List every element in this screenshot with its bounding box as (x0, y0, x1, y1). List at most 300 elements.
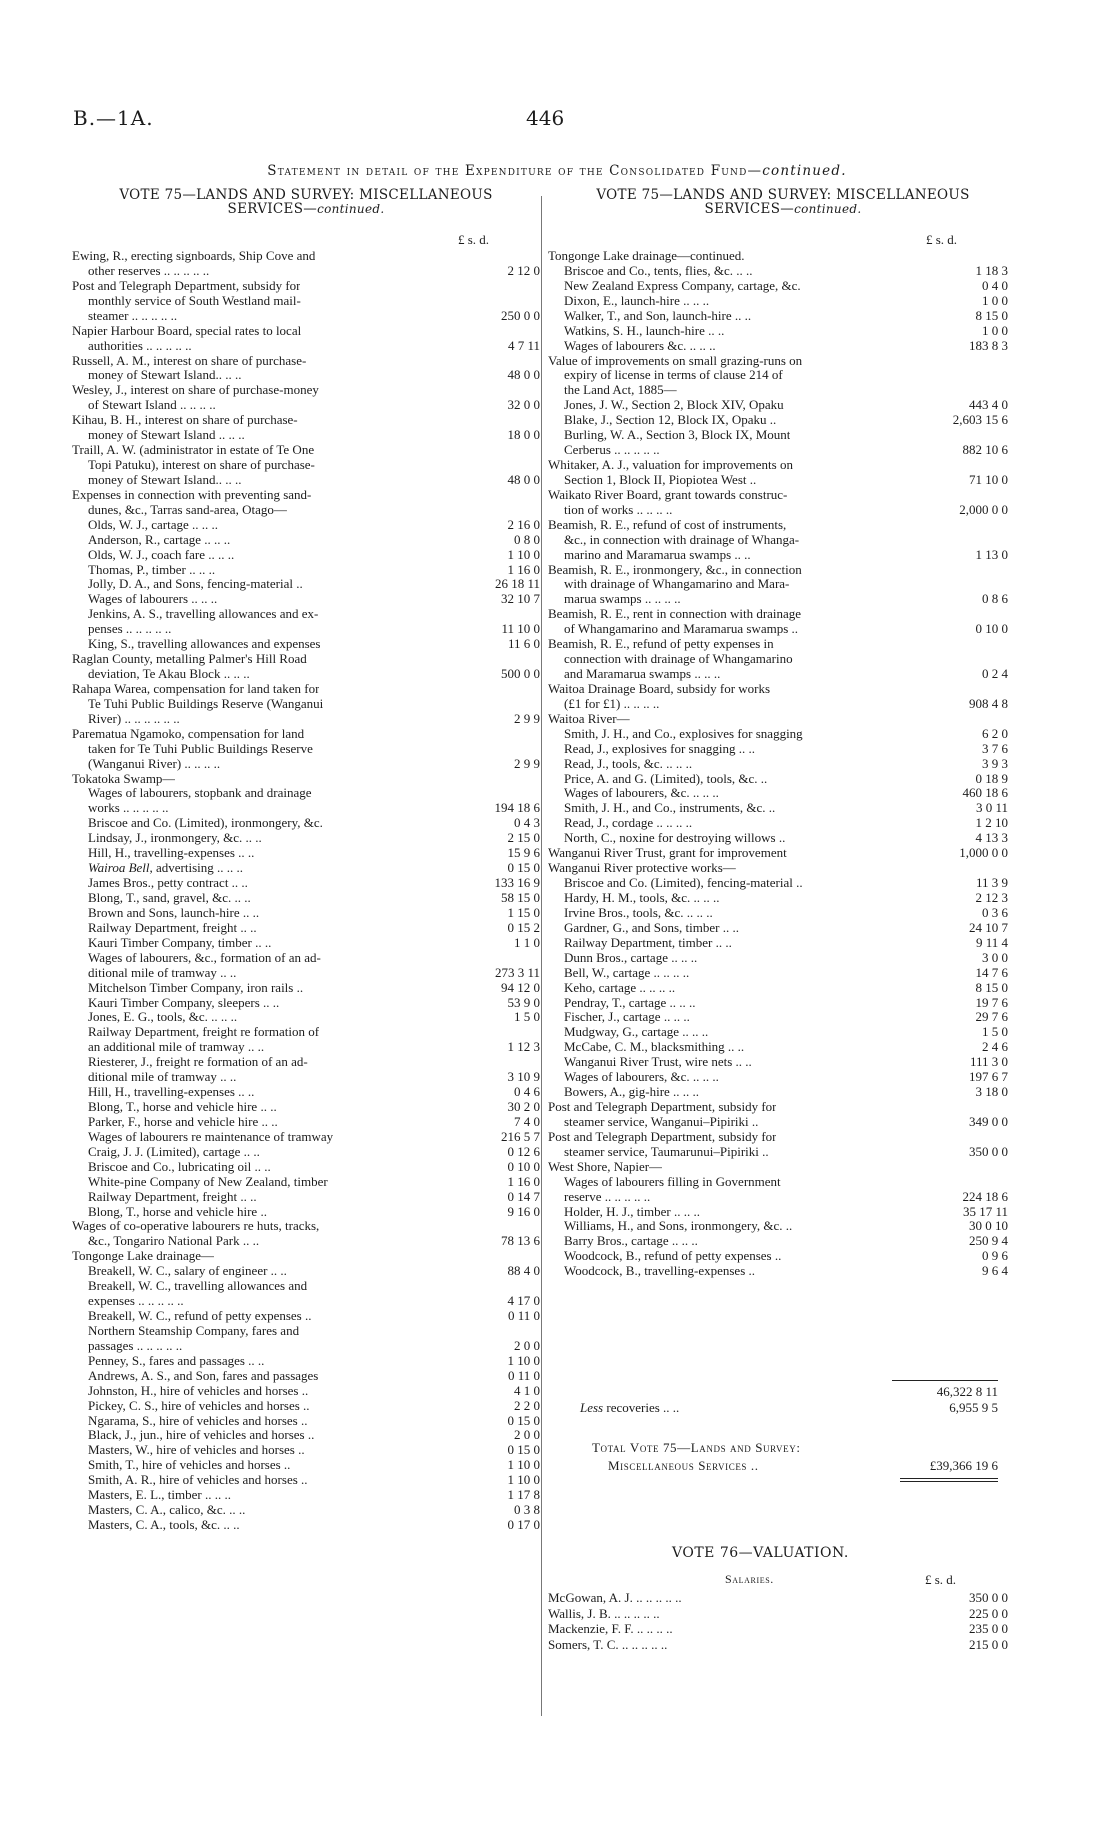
less-label: Less (580, 1400, 604, 1415)
entry-amount: 8 15 0 (975, 307, 1008, 323)
left-entry-row (72, 965, 540, 981)
right-entry-row (548, 1159, 1008, 1175)
entry-description (88, 860, 243, 876)
entry-amount: 0 4 3 (514, 815, 540, 831)
right-entry-row (548, 1069, 1008, 1085)
entry-description: Wages of labourers filling in Government (564, 1173, 781, 1189)
entry-amount: 3 9 3 (982, 755, 1008, 771)
right-entry-row (548, 651, 1008, 667)
left-entry-row (72, 950, 540, 966)
entry-italic-title: Wairoa Bell, (88, 860, 153, 876)
entry-description: McCabe, C. M., blacksmithing .. .. (564, 1039, 745, 1055)
entry-description: Hardy, H. M., tools, &c. .. .. .. (564, 889, 720, 905)
entry-description: marua swamps .. .. .. .. (564, 591, 681, 607)
right-entry-row (548, 785, 1008, 801)
entry-amount: 88 4 0 (507, 1263, 540, 1279)
total-vote-amount: £39,366 19 6 (929, 1458, 998, 1473)
entry-amount: 0 4 6 (514, 1084, 540, 1100)
subtotal-rule (892, 1380, 998, 1381)
right-entry-row (548, 1099, 1008, 1115)
right-entry-row (548, 741, 1008, 757)
entry-amount: 500 0 0 (501, 666, 540, 682)
entry-amount: 1 0 0 (982, 322, 1008, 338)
entry-amount: 0 15 0 (507, 860, 540, 876)
vote76-currency-header: £ s. d. (925, 1572, 957, 1587)
entry-description: &c., Tongariro National Park .. .. (88, 1233, 260, 1249)
vote76-row (548, 1621, 1008, 1637)
left-entry-row (72, 666, 540, 682)
entry-amount: 4 1 0 (514, 1382, 540, 1398)
entry-amount: 32 10 7 (501, 591, 540, 607)
entry-amount: 183 8 3 (969, 337, 1008, 353)
right-entry-row (548, 323, 1008, 339)
right-heading-line2: SERVICES— (704, 201, 795, 217)
entry-amount: 0 9 6 (982, 1248, 1008, 1264)
left-entry-row (72, 785, 540, 801)
entry-description: an additional mile of tramway .. .. (88, 1039, 265, 1055)
left-entry-row (72, 1383, 540, 1399)
right-heading-line1: VOTE 75—LANDS AND SURVEY: MISCELLANEOUS (596, 187, 970, 203)
right-entry-row (548, 935, 1008, 951)
entry-description: Price, A. and G. (Limited), tools, &c. .. (564, 770, 768, 786)
entry-description: (£1 for £1) .. .. .. .. (564, 695, 660, 711)
entry-amount: 14 7 6 (975, 964, 1008, 980)
entry-description: River) .. .. .. .. .. .. (88, 710, 180, 726)
left-entry-row (72, 353, 540, 369)
entry-amount: 4 17 0 (507, 1293, 540, 1309)
right-entry-row (548, 487, 1008, 503)
entry-amount: 3 7 6 (982, 740, 1008, 756)
entry-amount: 2,603 15 6 (952, 412, 1008, 428)
entry-amount: 2 16 0 (507, 516, 540, 532)
left-entry-row (72, 1413, 540, 1429)
left-entry-row (72, 547, 540, 563)
entry-description: Waitoa Drainage Board, subsidy for works (548, 680, 771, 696)
left-entry-row (72, 890, 540, 906)
right-entry-row (548, 756, 1008, 772)
entry-amount: 0 17 0 (507, 1517, 540, 1533)
right-entry-row (548, 562, 1008, 578)
entry-description: Value of improvements on small grazing-runs on (548, 352, 803, 368)
left-entry-row (72, 845, 540, 861)
entry-description: Read, J., explosives for snagging .. .. (564, 740, 756, 756)
entry-description: West Shore, Napier— (548, 1158, 663, 1174)
entry-description: monthly service of South Westland mail- (88, 292, 301, 308)
entry-amount: 0 2 4 (982, 666, 1008, 682)
entry-description: Mudgway, G., cartage .. .. .. (564, 1024, 709, 1040)
entry-description: Fischer, J., cartage .. .. .. (564, 1009, 690, 1025)
entry-amount: 1 12 3 (507, 1039, 540, 1055)
left-entry-row (72, 457, 540, 473)
entry-description: Beamish, R. E., refund of petty expenses in (548, 636, 774, 652)
entry-amount: 1 16 0 (507, 561, 540, 577)
right-entry-row (548, 367, 1008, 383)
entry-amount: 35 17 11 (962, 1203, 1008, 1219)
left-entry-row (72, 696, 540, 712)
entry-amount: 1 10 0 (507, 1472, 540, 1488)
left-entry-row (72, 1248, 540, 1264)
right-entry-row (548, 263, 1008, 279)
right-entry-row (548, 591, 1008, 607)
left-entry-row (72, 1114, 540, 1130)
entry-amount: 3 0 11 (975, 800, 1008, 816)
entry-amount: 1,000 0 0 (959, 845, 1008, 861)
right-entry-row (548, 800, 1008, 816)
entry-description: Cerberus .. .. .. .. .. (564, 442, 660, 458)
entry-amount: 11 10 0 (501, 621, 540, 637)
left-heading-line2: SERVICES— (227, 201, 318, 217)
left-entry-row (72, 711, 540, 727)
entry-description: Thomas, P., timber .. .. .. (88, 561, 216, 577)
entry-description: of Stewart Island .. .. .. .. (88, 397, 216, 413)
right-entry-row (548, 1084, 1008, 1100)
entry-description: Wesley, J., interest on share of purchase-money (72, 382, 319, 398)
total-vote-label-2: Miscellaneous Services .. (608, 1458, 759, 1473)
right-entry-row (548, 382, 1008, 398)
right-entry-row (548, 875, 1008, 891)
right-entry-row (548, 621, 1008, 637)
entry-amount: 1 0 0 (982, 292, 1008, 308)
entry-description: Wages of co-operative labourers re huts, tracks, (72, 1218, 320, 1234)
entry-amount: 1 13 0 (975, 546, 1008, 562)
entry-description: Beamish, R. E., refund of cost of instruments, (548, 516, 787, 532)
entry-amount: 15 9 6 (507, 845, 540, 861)
entry-amount: 1 5 0 (982, 1024, 1008, 1040)
left-entry-row (72, 472, 540, 488)
right-entry-row (548, 442, 1008, 458)
entry-description: connection with drainage of Whangamarino (564, 651, 793, 667)
right-entry-row (548, 397, 1008, 413)
entry-description: Wages of labourers, &c. .. .. .. (564, 785, 719, 801)
entry-description: Breakell, W. C., refund of petty expenses .. (88, 1308, 312, 1324)
entry-description: Williams, H., and Sons, ironmongery, &c. .. (564, 1218, 793, 1234)
right-entry-row (548, 472, 1008, 488)
entry-amount: 2,000 0 0 (959, 501, 1008, 517)
entry-description: Gardner, G., and Sons, timber .. .. (564, 919, 739, 935)
left-entry-row (72, 323, 540, 339)
entry-amount: 0 10 0 (507, 1158, 540, 1174)
entry-amount: 4 7 11 (507, 337, 540, 353)
entry-description: Masters, W., hire of vehicles and horses .. (88, 1442, 305, 1458)
entry-description: McGowan, A. J. .. .. .. .. .. (548, 1590, 682, 1605)
total-rule-2 (900, 1481, 998, 1482)
entry-description: Section 1, Block II, Piopiotea West .. (564, 471, 757, 487)
entry-description: Tokatoka Swamp— (72, 770, 176, 786)
left-entry-row (72, 308, 540, 324)
entry-description: North, C., noxine for destroying willows .. (564, 830, 786, 846)
entry-description: Breakell, W. C., travelling allowances and (88, 1278, 308, 1294)
left-entry-row (72, 278, 540, 294)
entry-description: Read, J., cordage .. .. .. .. (564, 815, 693, 831)
entry-description: Jenkins, A. S., travelling allowances and ex- (88, 606, 319, 622)
entry-description: White-pine Company of New Zealand, timber (88, 1173, 328, 1189)
entry-description: Wanganui River protective works— (548, 860, 736, 876)
entry-description: Barry Bros., cartage .. .. .. (564, 1233, 698, 1249)
left-entry-row (72, 382, 540, 398)
left-entry-row (72, 1457, 540, 1473)
left-entry-row (72, 1308, 540, 1324)
entry-amount: 3 18 0 (975, 1084, 1008, 1100)
entry-amount: 3 10 9 (507, 1069, 540, 1085)
entry-description: New Zealand Express Company, cartage, &c. (564, 277, 801, 293)
left-entry-row (72, 442, 540, 458)
entry-description: Watkins, S. H., launch-hire .. .. (564, 322, 725, 338)
left-entry-row (72, 756, 540, 772)
entry-description: Smith, J. H., and Co., instruments, &c. .. (564, 800, 776, 816)
entry-description: Johnston, H., hire of vehicles and horses .. (88, 1382, 309, 1398)
left-entry-row (72, 1024, 540, 1040)
entry-description: deviation, Te Akau Block .. .. .. (88, 666, 250, 682)
entry-description: Expenses in connection with preventing sand- (72, 486, 312, 502)
entry-description: Masters, E. L., timber .. .. .. (88, 1487, 231, 1503)
entry-description: Beamish, R. E., ironmongery, &c., in connection (548, 561, 802, 577)
right-entry-row (548, 995, 1008, 1011)
right-entry-row (548, 1129, 1008, 1145)
left-entry-row (72, 1039, 540, 1055)
entry-description: Black, J., jun., hire of vehicles and horses .. (88, 1427, 315, 1443)
entry-description: reserve .. .. .. .. .. (564, 1188, 651, 1204)
entry-description: Parematua Ngamoko, compensation for land (72, 725, 305, 741)
entry-amount: 225 0 0 (969, 1605, 1008, 1621)
entry-amount: 224 18 6 (962, 1188, 1008, 1204)
entry-description: Burling, W. A., Section 3, Block IX, Mount (564, 427, 791, 443)
entry-amount: 11 3 9 (975, 875, 1008, 891)
entry-amount: 882 10 6 (962, 442, 1008, 458)
entry-description: Bowers, A., gig-hire .. .. .. (564, 1084, 700, 1100)
entry-description: Somers, T. C. .. .. .. .. .. (548, 1636, 668, 1652)
right-entry-row (548, 965, 1008, 981)
entry-description: Wages of labourers, &c. .. .. .. (564, 1069, 719, 1085)
salaries-label: Salaries. (725, 1572, 774, 1586)
left-entry-row (72, 905, 540, 921)
right-entry-row (548, 860, 1008, 876)
right-entry-row (548, 890, 1008, 906)
left-entry-row (72, 1442, 540, 1458)
right-entry-row (548, 681, 1008, 697)
entry-description: Post and Telegraph Department, subsidy for (72, 277, 301, 293)
left-entry-row (72, 875, 540, 891)
right-entry-row (548, 905, 1008, 921)
right-entry-row (548, 726, 1008, 742)
right-heading-italic: continued. (794, 202, 862, 216)
entry-description: Kauri Timber Company, sleepers .. .. (88, 994, 280, 1010)
left-entry-row (72, 338, 540, 354)
left-entry-row (72, 1278, 540, 1294)
entry-description: tion of works .. .. .. .. (564, 501, 673, 517)
less-recoveries-amount: 6,955 9 5 (949, 1400, 998, 1415)
entry-amount: 273 3 11 (494, 964, 540, 980)
entry-amount: 0 8 6 (982, 591, 1008, 607)
entry-description: Ewing, R., erecting signboards, Ship Cove and (72, 248, 316, 263)
left-entry-row (72, 1084, 540, 1100)
entry-description: Holder, H. J., timber .. .. .. (564, 1203, 700, 1219)
entry-description: ditional mile of tramway .. .. (88, 1069, 237, 1085)
entry-description: Railway Department, freight .. .. (88, 919, 257, 935)
entry-description: Masters, C. A., tools, &c. .. .. (88, 1517, 240, 1533)
right-entry-row (548, 1248, 1008, 1264)
right-entry-row (548, 1233, 1008, 1249)
left-entry-row (72, 1323, 540, 1339)
right-entry-row (548, 338, 1008, 354)
entry-amount: 0 10 0 (975, 621, 1008, 637)
entry-amount: 32 0 0 (507, 397, 540, 413)
entry-amount: 216 5 7 (501, 1128, 540, 1144)
entry-description: Smith, T., hire of vehicles and horses .. (88, 1457, 291, 1473)
entry-amount: 2 12 3 (975, 889, 1008, 905)
entry-description: Railway Department, freight re formation of (88, 1024, 320, 1040)
right-entry-row (548, 353, 1008, 369)
left-entry-row (72, 1502, 540, 1518)
right-entry-row (548, 1114, 1008, 1130)
left-entry-row (72, 1293, 540, 1309)
right-entry-row (548, 532, 1008, 548)
entry-description: (Wanganui River) .. .. .. .. (88, 755, 221, 771)
entry-amount: 111 3 0 (969, 1054, 1008, 1070)
entry-description: Woodcock, B., refund of petty expenses .. (564, 1248, 782, 1264)
right-entry-row (548, 308, 1008, 324)
left-entry-row (72, 800, 540, 816)
left-entry-row (72, 576, 540, 592)
left-entry-row (72, 1472, 540, 1488)
right-entry-row (548, 980, 1008, 996)
entry-description: Briscoe and Co. (Limited), ironmongery, &c. (88, 815, 323, 831)
entry-description: of Whangamarino and Maramarua swamps .. (564, 621, 799, 637)
entry-description: Bell, W., cartage .. .. .. .. (564, 964, 690, 980)
left-entry-row (72, 1427, 540, 1443)
entry-description: Railway Department, timber .. .. (564, 934, 732, 950)
entry-amount: 7 4 0 (514, 1113, 540, 1129)
entry-description: Smith, J. H., and Co., explosives for snagging (564, 725, 803, 741)
entry-description: steamer .. .. .. .. .. (88, 307, 178, 323)
left-entry-row (72, 502, 540, 518)
left-entry-row (72, 1218, 540, 1234)
entry-amount: 94 12 0 (501, 979, 540, 995)
entry-description: Craig, J. J. (Limited), cartage .. .. (88, 1143, 260, 1159)
entry-amount: 1 10 0 (507, 1457, 540, 1473)
header-reference: B.—1A. (73, 106, 154, 130)
entry-description: Tongonge Lake drainage—continued. (548, 248, 745, 263)
left-entry-row (72, 1189, 540, 1205)
entry-description: expenses .. .. .. .. .. (88, 1293, 184, 1309)
entry-amount: 29 7 6 (975, 1009, 1008, 1025)
left-entry-row (72, 741, 540, 757)
entry-amount: 460 18 6 (962, 785, 1008, 801)
entry-amount: 30 2 0 (507, 1099, 540, 1114)
entry-description: Wages of labourers, &c., formation of an ad- (88, 949, 321, 965)
left-entry-row (72, 1398, 540, 1414)
entry-amount: 2 4 6 (982, 1039, 1008, 1055)
left-entry-row (72, 532, 540, 548)
right-entry-row (548, 502, 1008, 518)
entry-description: Whitaker, A. J., valuation for improvements on (548, 457, 793, 473)
right-entry-row (548, 1024, 1008, 1040)
entry-description: the Land Act, 1885— (564, 382, 677, 398)
entry-description: Brown and Sons, launch-hire .. .. (88, 904, 260, 920)
left-entry-row (72, 517, 540, 533)
left-entry-row (72, 263, 540, 279)
left-entry-row (72, 1338, 540, 1354)
entry-description: Riesterer, J., freight re formation of an ad- (88, 1054, 308, 1070)
entry-description: Dunn Bros., cartage .. .. .. (564, 949, 698, 965)
entry-description: Railway Department, freight .. .. (88, 1188, 257, 1204)
entry-description: money of Stewart Island.. .. .. (88, 471, 242, 487)
left-entry-row (72, 1144, 540, 1160)
entry-description: Wages of labourers .. .. .. (88, 591, 218, 607)
left-entry-row (72, 1353, 540, 1369)
entry-amount: 18 0 0 (507, 427, 540, 443)
entry-description: Hill, H., travelling-expenses .. .. (88, 845, 255, 861)
column-divider (541, 196, 542, 1716)
left-entry-row (72, 1159, 540, 1175)
right-currency-header: £ s. d. (926, 232, 958, 247)
entry-amount: 250 9 4 (969, 1233, 1008, 1249)
right-entry-row (548, 576, 1008, 592)
entry-amount: 0 14 7 (507, 1188, 540, 1204)
entry-amount: 0 3 6 (982, 904, 1008, 920)
entry-amount: 1 15 0 (507, 904, 540, 920)
entry-amount: 0 12 6 (507, 1143, 540, 1159)
entry-description: Wages of labourers &c. .. .. .. (564, 337, 716, 353)
total-vote-label-1: Total Vote 75—Lands and Survey: (592, 1440, 801, 1455)
entry-description: Russell, A. M., interest on share of purchase- (72, 352, 307, 368)
entry-description: Keho, cartage .. .. .. .. (564, 979, 676, 995)
entry-description: Mackenzie, F. F. .. .. .. .. (548, 1621, 673, 1636)
entry-description: Blong, T., horse and vehicle hire .. .. (88, 1099, 277, 1114)
entry-description: money of Stewart Island .. .. .. (88, 427, 245, 443)
entry-description: Wanganui River Trust, grant for improvement (548, 845, 787, 861)
entry-amount: 2 2 0 (514, 1397, 540, 1413)
right-entry-row (548, 248, 1008, 264)
left-entry-row (72, 293, 540, 309)
entry-description: Breakell, W. C., salary of engineer .. .. (88, 1263, 287, 1279)
left-entry-row (72, 1129, 540, 1145)
entry-description: Olds, W. J., cartage .. .. .. (88, 516, 218, 532)
entry-amount: 11 6 0 (507, 636, 540, 652)
entry-description: taken for Te Tuhi Public Buildings Reserve (88, 740, 313, 756)
entry-amount: 349 0 0 (969, 1113, 1008, 1129)
entry-description: ditional mile of tramway .. .. (88, 964, 237, 980)
entry-amount: 78 13 6 (501, 1233, 540, 1249)
right-entry-row (548, 845, 1008, 861)
entry-description: authorities .. .. .. .. .. (88, 337, 192, 353)
entry-amount: 215 0 0 (969, 1636, 1008, 1652)
total-rule-1 (900, 1478, 998, 1479)
entry-description: Jones, E. G., tools, &c. .. .. .. (88, 1009, 238, 1025)
entry-amount: 9 16 0 (507, 1203, 540, 1219)
less-text: recoveries .. .. (603, 1400, 680, 1415)
entry-description: Walker, T., and Son, launch-hire .. .. (564, 307, 752, 323)
entry-description-rest: advertising .. .. .. (152, 860, 244, 876)
left-currency-header: £ s. d. (458, 232, 490, 247)
entry-amount: 6 2 0 (982, 725, 1008, 741)
entry-description: Kauri Timber Company, timber .. .. (88, 934, 272, 950)
entry-description: Northern Steamship Company, fares and (88, 1322, 300, 1338)
entry-amount: 1 1 0 (514, 934, 540, 950)
entry-amount: 908 4 8 (969, 695, 1008, 711)
entry-amount: 194 18 6 (494, 800, 540, 816)
entry-amount: 30 0 10 (969, 1218, 1008, 1234)
entry-description: penses .. .. .. .. .. (88, 621, 172, 637)
left-entry-row (72, 397, 540, 413)
right-entry-row (548, 1039, 1008, 1055)
entry-description: Olds, W. J., coach fare .. .. .. (88, 546, 235, 562)
entry-description: Pendray, T., cartage .. .. .. (564, 994, 696, 1010)
entry-amount: 2 9 9 (514, 710, 540, 726)
entry-description: Wages of labourers, stopbank and drainage (88, 785, 312, 801)
entry-amount: 48 0 0 (507, 367, 540, 383)
entry-amount: 8 15 0 (975, 979, 1008, 995)
left-column-heading (72, 188, 540, 216)
